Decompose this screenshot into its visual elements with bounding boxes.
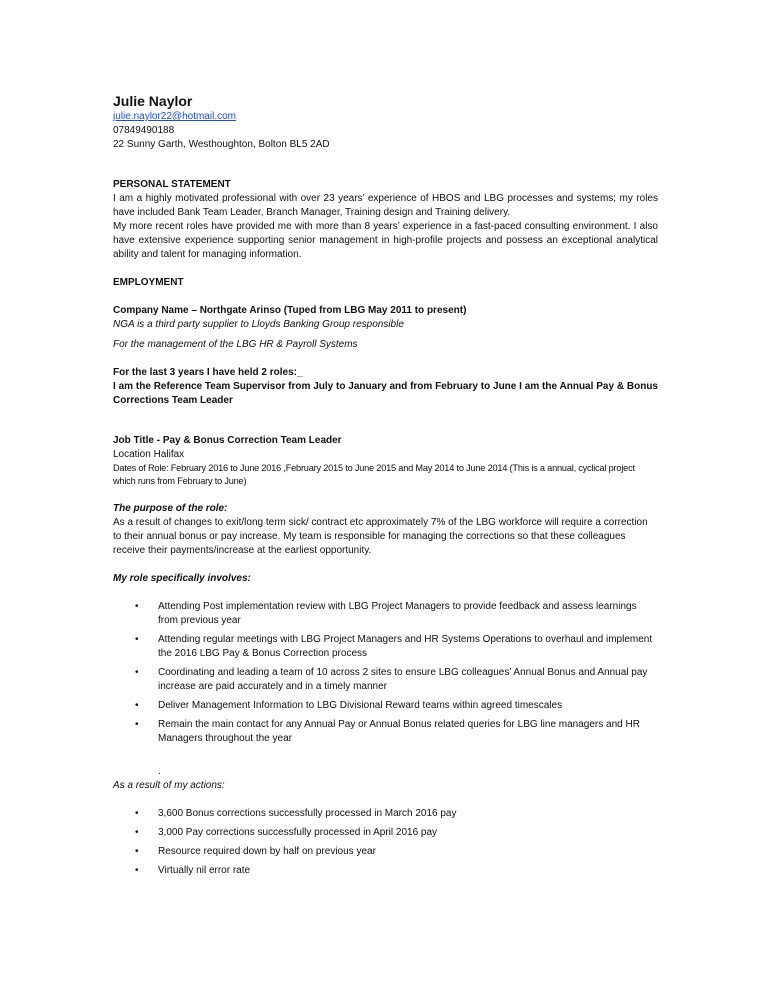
- list-item: [113, 826, 658, 840]
- role-item-text: Coordinating and leading a team of 10 across 2 sites to ensure LBG colleagues’ Annual Bonus and Annual pay increase are paid accurately and in a timely manner: [158, 667, 648, 692]
- role-list: [113, 600, 658, 746]
- role-item-text: Remain the main contact for any Annual Pay or Annual Bonus related queries for LBG line managers and HR Managers throughout the year: [158, 719, 640, 744]
- candidate-name: Julie Naylor: [113, 93, 193, 109]
- roles-heading: For the last 3 years I have held 2 roles:_: [113, 367, 303, 378]
- personal-statement-paragraph-2: My more recent roles have provided me with more than 8 years’ experience in a fast-paced consulting environment. I also have extensive experience supporting senior management in high-profile projects and possess an exceptional analytical ability and talent for managing information.: [113, 221, 658, 260]
- bullet-icon: •: [135, 719, 139, 730]
- resume-page: [113, 92, 658, 883]
- list-item: [113, 864, 658, 878]
- company-description-1: NGA is a third party supplier to Lloyds Banking Group responsible: [113, 319, 404, 330]
- bullet-icon: •: [135, 667, 139, 678]
- roles-description: I am the Reference Team Supervisor from July to January and from February to June I am the Annual Pay & Bonus Corrections Team Leader: [113, 381, 658, 406]
- job-dates: Dates of Role: February 2016 to June 2016 ,February 2015 to June 2015 and May 2014 to June 2014 (This is a annual, cyclical project which runs from February to June): [113, 463, 635, 486]
- employment-title: EMPLOYMENT: [113, 277, 184, 288]
- list-item: [113, 699, 658, 713]
- role-item-text: Deliver Management Information to LBG Divisional Reward teams within agreed timescales: [158, 700, 563, 711]
- list-item: [113, 718, 658, 746]
- bullet-icon: •: [135, 601, 139, 612]
- purpose-heading: The purpose of the role:: [113, 503, 228, 514]
- bullet-icon: •: [135, 846, 139, 857]
- role-item-text: Attending Post implementation review with LBG Project Managers to provide feedback and assess learnings from previous year: [158, 601, 637, 626]
- result-item-text: Virtually nil error rate: [158, 865, 251, 876]
- result-item-text: 3,000 Pay corrections successfully processed in April 2016 pay: [158, 827, 438, 838]
- phone-number: 07849490188: [113, 125, 175, 136]
- email-link[interactable]: julie.naylor22@hotmail.com: [113, 111, 236, 122]
- list-item: [113, 807, 658, 821]
- list-item: [113, 633, 658, 661]
- results-list: [113, 807, 658, 878]
- result-item-text: 3,600 Bonus corrections successfully processed in March 2016 pay: [158, 808, 457, 819]
- job-title: Job Title - Pay & Bonus Correction Team Leader: [113, 435, 342, 446]
- role-item-text: Attending regular meetings with LBG Project Managers and HR Systems Operations to overhaul and implement the 2016 LBG Pay & Bonus Correction process: [158, 634, 653, 659]
- bullet-icon: •: [135, 700, 139, 711]
- bullet-icon: •: [135, 865, 139, 876]
- result-item-text: Resource required down by half on previous year: [158, 846, 376, 857]
- list-item: [113, 600, 658, 628]
- company-description-2: For the management of the LBG HR & Payroll Systems: [113, 339, 358, 350]
- role-heading: My role specifically involves:: [113, 573, 251, 584]
- bullet-icon: •: [135, 827, 139, 838]
- bullet-icon: •: [135, 808, 139, 819]
- address: 22 Sunny Garth, Westhoughton, Bolton BL5 2AD: [113, 139, 330, 150]
- company-line: Company Name – Northgate Arinso (Tuped from LBG May 2011 to present): [113, 305, 467, 316]
- job-location: Location Halifax: [113, 449, 185, 460]
- personal-statement-title: PERSONAL STATEMENT: [113, 179, 231, 190]
- bullet-icon: •: [135, 634, 139, 645]
- personal-statement-paragraph-1: I am a highly motivated professional with over 23 years’ experience of HBOS and LBG processes and systems; my roles have included Bank Team Leader, Branch Manager, Training design and Training delivery.: [113, 193, 658, 218]
- stray-mark: .: [158, 766, 161, 777]
- purpose-text: As a result of changes to exit/long term sick/ contract etc approximately 7% of the LBG workforce will require a correction to their annual bonus or pay increase. My team is responsible for managing the corrections so that these colleagues receive their payments/increase at the earliest opportunity.: [113, 517, 648, 556]
- list-item: [113, 666, 658, 694]
- results-heading: As a result of my actions:: [113, 780, 225, 791]
- list-item: [113, 845, 658, 859]
